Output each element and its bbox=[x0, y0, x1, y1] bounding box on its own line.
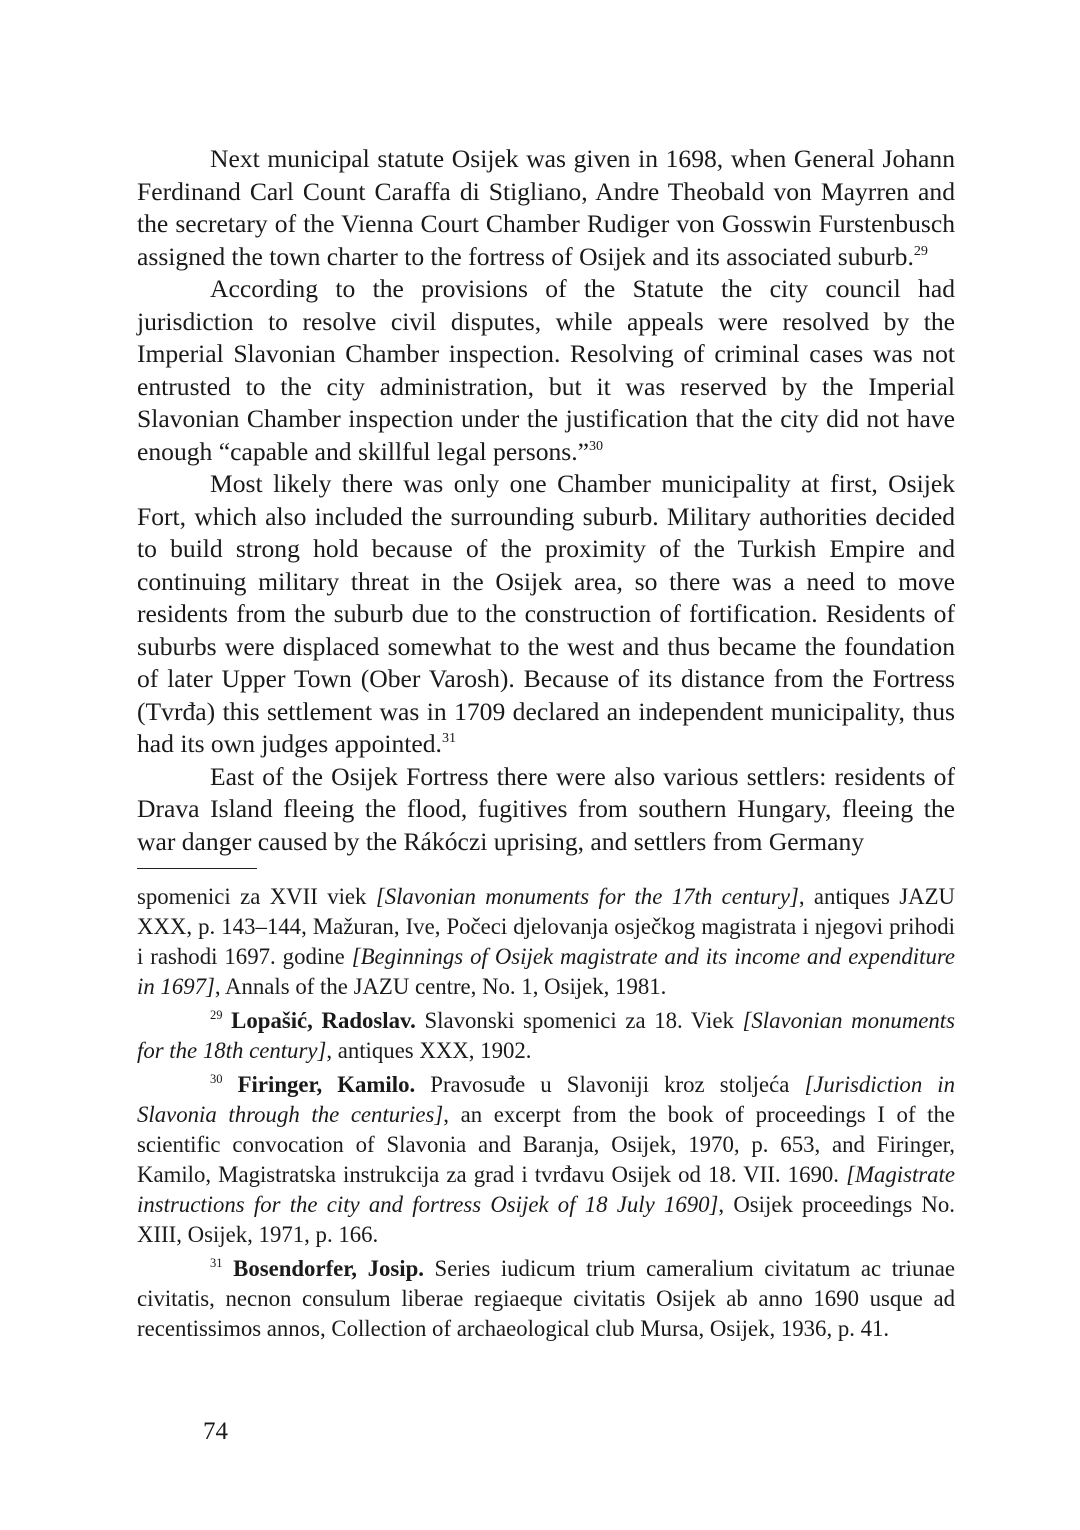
paragraph-1: Next municipal statute Osijek was given in 1698, when General Johann Ferdinand Carl Count Caraffa di Stigliano, Andre Theobald von Mayrren and the secretary of the Vienna Court Chamber Rudiger von Gosswin Furstenbusch assigned the town charter to the fortress of Osijek and its associated suburb.$^{29}$ bbox=[137, 144, 955, 271]
footnote-30: $^{30}$ Firinger, Kamilo. Pravosuđe u Slavoniji kroz stoljeća [Jurisdiction in Slavonia through the centuries], an excerpt from the book of proceedings I of the scientific convocation of Slavonia and Baranja, Osijek, 1970, p. 653, and Firinger, Kamilo, Magistratska instrukcija za grad i tvrđavu Osijek od 18. VII. 1690. [Magistrate instructions for the city and fortress Osijek of 18 July 1690], Osijek proceedings No. XIII, Osijek, 1971, p. 166. bbox=[137, 1072, 956, 1247]
footnote-number: 31 bbox=[210, 1256, 223, 1271]
footnote-31: $^{31}$ Bosendorfer, Josip. Series iudicum trium cameralium civitatum ac triunae civitatis, necnon consulum liberae regiaeque civitatis Osijek ab anno 1690 usque ad recentissimos annos, Collection of archaeological club Mursa, Osijek, 1936, p. 41. bbox=[137, 1256, 956, 1341]
footnote-29: $^{29}$ Lopašić, Radoslav. Slavonski spomenici za 18. Viek [Slavonian monuments for the 18th century], antiques XXX, 1902. bbox=[137, 1008, 956, 1063]
footnotes bbox=[137, 882, 955, 1344]
paragraph-3: Most likely there was only one Chamber municipality at first, Osijek Fort, which also included the surrounding suburb. Military authorities decided to build strong hold because of the proximity of the Turkish Empire and continuing military threat in the Osijek area, so there was a need to move residents from the suburb due to the construction of fortification. Residents of suburbs were displaced somewhat to the west and thus became the foundation of later Upper Town (Ober Varosh). Because of its distance from the Fortress (Tvrđa) this settlement was in 1709 declared an independent municipality, thus had its own judges appointed.$^{31}$ bbox=[137, 469, 955, 758]
body-text bbox=[137, 143, 955, 858]
footnote-number: 30 bbox=[210, 1072, 223, 1087]
footnote-continuation: spomenici za XVII viek [Slavonian monuments for the 17th century], antiques JAZU XXX, p. 143–144, Mažuran, Ive, Počeci djelovanja osječkog magistrata i njegovi prihodi i rashodi 1697. godine [Beginnings of Osijek magistrate and its income and expenditure in 1697], Annals of the JAZU centre, No. 1, Osijek, 1981. bbox=[137, 884, 955, 999]
footnote-separator bbox=[137, 868, 257, 869]
footnote-ref-31[interactable]: 31 bbox=[441, 730, 457, 747]
footnote-author: Firinger, Kamilo. bbox=[237, 1072, 416, 1097]
page-number: 74 bbox=[203, 1418, 228, 1445]
footnote-author: Bosendorfer, Josip. bbox=[233, 1256, 424, 1281]
footnote-author: Lopašić, Radoslav. bbox=[231, 1008, 416, 1033]
footnote-number: 29 bbox=[210, 1008, 223, 1023]
paragraph-2: According to the provisions of the Statute the city council had jurisdiction to resolve civil disputes, while appeals were resolved by the Imperial Slavonian Chamber inspection. Resolving of criminal cases was not entrusted to the city administration, but it was reserved by the Imperial Slavonian Chamber inspection under the justification that the city did not have enough “capable and skillful legal persons.”$^{30}$ bbox=[137, 274, 955, 466]
page-content bbox=[137, 143, 955, 1348]
footnote-ref-30[interactable]: 30 bbox=[589, 437, 604, 454]
paragraph-4: East of the Osijek Fortress there were also various settlers: residents of Drava Island fleeing the flood, fugitives from southern Hungary, fleeing the war danger caused by the Rákóczi uprising, and settlers from Germany bbox=[137, 761, 955, 856]
footnote-ref-29[interactable]: 29 bbox=[913, 242, 928, 259]
